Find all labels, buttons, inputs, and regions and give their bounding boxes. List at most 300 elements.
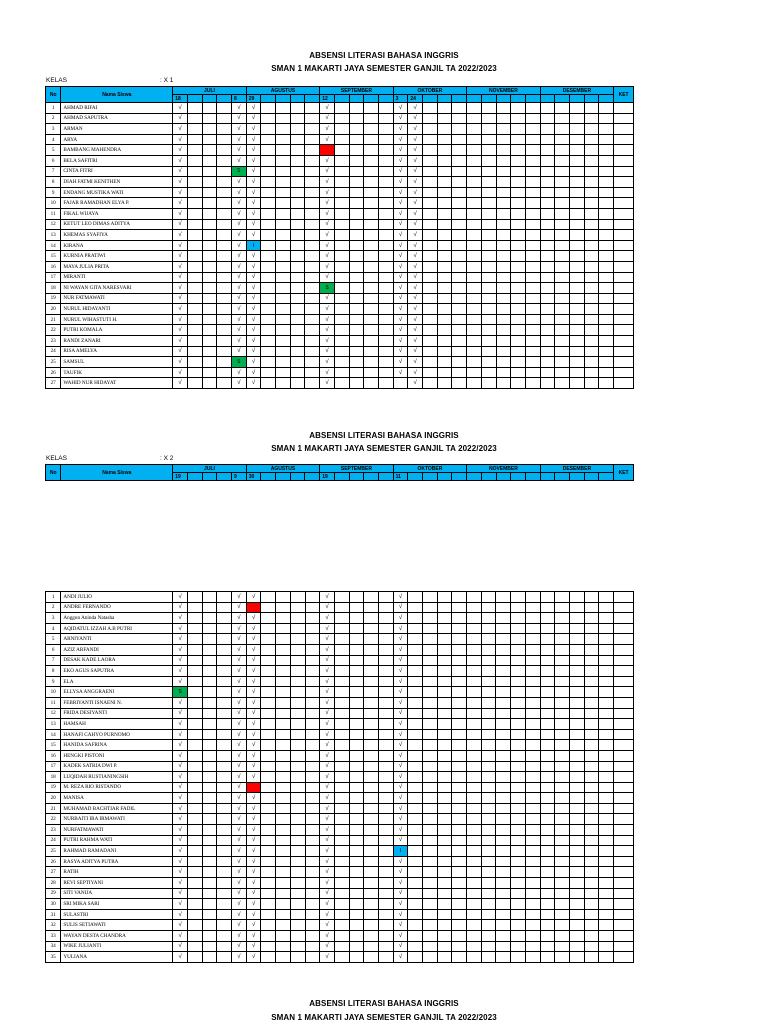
table-row — [46, 729, 634, 740]
attendance-cell — [452, 208, 467, 219]
attendance-cell-present: √ — [246, 666, 261, 677]
attendance-cell — [305, 634, 320, 645]
header-date-cell — [202, 473, 217, 481]
attendance-cell — [584, 803, 599, 814]
attendance-cell-present: √ — [231, 113, 246, 124]
ket-cell — [614, 314, 634, 325]
attendance-cell — [349, 846, 364, 857]
header-month-agustus: AGUSTUS — [246, 87, 320, 95]
attendance-cell — [378, 124, 393, 135]
attendance-cell — [378, 198, 393, 209]
attendance-cell — [452, 931, 467, 942]
attendance-cell-present: √ — [408, 357, 423, 368]
header-date-cell — [408, 473, 423, 481]
header-month-oktober: OKTOBER — [393, 87, 467, 95]
ket-cell — [613, 676, 633, 687]
attendance-cell — [525, 825, 540, 836]
attendance-cell — [467, 644, 482, 655]
attendance-cell — [437, 697, 452, 708]
attendance-cell — [540, 240, 555, 251]
attendance-cell — [261, 592, 276, 603]
attendance-cell — [202, 592, 217, 603]
attendance-cell — [378, 920, 393, 931]
attendance-cell-present: √ — [246, 856, 261, 867]
attendance-cell — [364, 272, 379, 283]
attendance-cell — [437, 931, 452, 942]
attendance-cell — [423, 740, 438, 751]
student-no: 7 — [46, 655, 61, 666]
student-name: AQIDATUL IZZAH A.B PUTRI — [61, 623, 173, 634]
attendance-cell — [599, 644, 614, 655]
attendance-cell — [525, 676, 540, 687]
attendance-cell — [540, 761, 555, 772]
attendance-cell — [496, 708, 511, 719]
student-name: ARMAN — [61, 124, 173, 135]
attendance-cell — [555, 814, 570, 825]
attendance-cell — [349, 177, 364, 188]
attendance-cell — [378, 825, 393, 836]
attendance-cell — [202, 878, 217, 889]
attendance-cell — [364, 208, 379, 219]
attendance-cell — [364, 952, 379, 963]
attendance-cell — [261, 867, 276, 878]
attendance-cell — [540, 803, 555, 814]
ket-cell — [613, 899, 633, 910]
attendance-cell-present: √ — [246, 187, 261, 198]
attendance-cell — [305, 155, 320, 166]
attendance-cell — [290, 666, 305, 677]
ket-cell — [613, 825, 633, 836]
attendance-cell — [540, 623, 555, 634]
attendance-cell — [467, 623, 482, 634]
attendance-cell — [423, 814, 438, 825]
attendance-cell — [276, 623, 291, 634]
attendance-cell — [496, 825, 511, 836]
attendance-cell — [467, 708, 482, 719]
attendance-cell — [599, 592, 614, 603]
attendance-cell — [437, 113, 452, 124]
attendance-cell-present: √ — [246, 113, 261, 124]
attendance-cell — [599, 613, 614, 624]
attendance-cell — [599, 676, 614, 687]
attendance-cell — [496, 920, 511, 931]
attendance-cell — [423, 272, 438, 283]
student-no: 15 — [46, 251, 61, 262]
attendance-cell — [408, 888, 423, 899]
attendance-cell — [334, 367, 349, 378]
attendance-cell-present: √ — [173, 888, 188, 899]
attendance-cell — [423, 909, 438, 920]
attendance-cell-present: √ — [173, 835, 188, 846]
attendance-cell — [570, 251, 585, 262]
attendance-cell — [276, 592, 291, 603]
attendance-cell-present: √ — [320, 198, 335, 209]
attendance-cell — [261, 230, 276, 241]
attendance-cell — [334, 697, 349, 708]
attendance-cell — [599, 251, 614, 262]
attendance-cell-present: √ — [231, 124, 246, 135]
attendance-cell-present: √ — [246, 314, 261, 325]
attendance-cell — [452, 134, 467, 145]
attendance-cell — [496, 134, 511, 145]
attendance-cell — [378, 878, 393, 889]
attendance-cell-present: √ — [231, 177, 246, 188]
attendance-cell — [378, 145, 393, 156]
attendance-cell — [452, 687, 467, 698]
attendance-cell — [467, 750, 482, 761]
attendance-cell — [540, 856, 555, 867]
attendance-cell — [467, 856, 482, 867]
attendance-cell-present: √ — [408, 219, 423, 230]
attendance-cell — [334, 782, 349, 793]
attendance-cell — [334, 219, 349, 230]
attendance-cell — [569, 623, 584, 634]
attendance-cell — [423, 230, 438, 241]
student-no: 29 — [46, 888, 61, 899]
header-month-agustus: AGUSTUS — [246, 465, 320, 473]
attendance-cell — [599, 283, 614, 294]
attendance-cell — [423, 761, 438, 772]
attendance-cell — [423, 378, 438, 389]
attendance-cell — [437, 613, 452, 624]
attendance-cell-present: √ — [320, 676, 335, 687]
attendance-cell — [408, 941, 423, 952]
attendance-cell — [452, 219, 467, 230]
attendance-cell — [349, 803, 364, 814]
attendance-cell — [555, 124, 570, 135]
student-name: Anggun Aninda Natasha — [61, 613, 173, 624]
attendance-cell — [202, 613, 217, 624]
attendance-cell — [217, 761, 232, 772]
attendance-cell-present: √ — [320, 878, 335, 889]
attendance-cell — [481, 920, 496, 931]
attendance-cell-present: √ — [320, 761, 335, 772]
attendance-cell — [496, 113, 511, 124]
attendance-cell — [423, 888, 438, 899]
attendance-cell — [452, 941, 467, 952]
attendance-cell — [217, 134, 232, 145]
attendance-cell — [305, 909, 320, 920]
attendance-cell — [305, 825, 320, 836]
attendance-cell — [599, 825, 614, 836]
attendance-cell — [570, 272, 585, 283]
kelas-label-2: KELAS — [46, 455, 67, 462]
attendance-cell — [467, 145, 482, 156]
attendance-cell-present: √ — [246, 103, 261, 114]
attendance-cell — [540, 145, 555, 156]
attendance-cell — [305, 283, 320, 294]
attendance-cell — [305, 856, 320, 867]
attendance-cell — [570, 177, 585, 188]
attendance-cell — [584, 952, 599, 963]
attendance-cell-present: √ — [173, 251, 188, 262]
attendance-cell — [555, 729, 570, 740]
attendance-cell — [437, 772, 452, 783]
attendance-cell — [188, 846, 203, 857]
attendance-cell — [188, 655, 203, 666]
attendance-cell — [364, 761, 379, 772]
attendance-cell — [423, 198, 438, 209]
attendance-cell — [202, 687, 217, 698]
attendance-cell — [378, 772, 393, 783]
student-name: AHMAD SAPUTRA — [61, 113, 173, 124]
attendance-cell — [599, 697, 614, 708]
attendance-cell-present: √ — [393, 293, 408, 304]
attendance-cell-present: √ — [320, 729, 335, 740]
attendance-cell — [481, 878, 496, 889]
attendance-cell-present: √ — [173, 113, 188, 124]
student-name: SITI VANIJA — [61, 888, 173, 899]
attendance-cell — [188, 952, 203, 963]
attendance-cell — [584, 187, 599, 198]
attendance-cell — [290, 867, 305, 878]
attendance-cell — [511, 177, 526, 188]
attendance-cell — [334, 909, 349, 920]
ket-cell — [613, 697, 633, 708]
attendance-cell — [467, 719, 482, 730]
attendance-cell — [437, 124, 452, 135]
attendance-cell — [305, 134, 320, 145]
attendance-cell — [467, 378, 482, 389]
attendance-cell — [452, 803, 467, 814]
attendance-cell — [290, 888, 305, 899]
attendance-cell — [202, 367, 217, 378]
attendance-cell-present: √ — [246, 750, 261, 761]
attendance-cell-present: √ — [173, 145, 188, 156]
attendance-cell — [437, 378, 452, 389]
attendance-cell — [525, 592, 540, 603]
attendance-cell — [525, 304, 540, 315]
attendance-cell — [290, 283, 305, 294]
attendance-cell-present: √ — [231, 208, 246, 219]
attendance-cell — [496, 740, 511, 751]
table-row — [46, 931, 634, 942]
attendance-cell — [334, 729, 349, 740]
attendance-cell — [452, 198, 467, 209]
attendance-cell — [334, 134, 349, 145]
attendance-cell-present: √ — [320, 357, 335, 368]
attendance-cell — [378, 113, 393, 124]
attendance-cell — [452, 240, 467, 251]
attendance-cell — [187, 346, 202, 357]
ket-cell — [613, 750, 633, 761]
attendance-cell — [525, 261, 540, 272]
attendance-cell — [334, 230, 349, 241]
attendance-cell — [511, 835, 526, 846]
attendance-cell — [599, 719, 614, 730]
attendance-cell — [261, 835, 276, 846]
attendance-cell — [452, 697, 467, 708]
attendance-cell — [511, 825, 526, 836]
attendance-cell-present: √ — [393, 113, 408, 124]
attendance-cell-present: √ — [320, 687, 335, 698]
ket-cell — [614, 367, 634, 378]
attendance-cell — [452, 814, 467, 825]
student-no: 18 — [46, 772, 61, 783]
attendance-cell — [584, 729, 599, 740]
attendance-cell — [511, 909, 526, 920]
attendance-cell — [334, 293, 349, 304]
table-row — [46, 208, 634, 219]
attendance-cell — [393, 378, 408, 389]
attendance-cell-present: √ — [393, 592, 408, 603]
attendance-cell — [599, 378, 614, 389]
attendance-cell — [202, 941, 217, 952]
attendance-cell — [423, 177, 438, 188]
attendance-cell — [334, 846, 349, 857]
attendance-cell — [570, 145, 585, 156]
attendance-cell — [276, 909, 291, 920]
student-name: NURBAITI IRA IRMAWATI — [61, 814, 173, 825]
attendance-cell — [364, 814, 379, 825]
attendance-cell — [276, 708, 291, 719]
attendance-cell — [481, 357, 496, 368]
ket-cell — [613, 708, 633, 719]
attendance-cell-present: √ — [246, 920, 261, 931]
attendance-cell — [437, 952, 452, 963]
attendance-cell — [452, 623, 467, 634]
attendance-cell — [437, 304, 452, 315]
attendance-cell — [511, 198, 526, 209]
attendance-cell-present: √ — [320, 155, 335, 166]
attendance-cell — [452, 357, 467, 368]
attendance-cell-present: √ — [246, 367, 261, 378]
ket-cell — [614, 346, 634, 357]
attendance-cell-present: √ — [246, 208, 261, 219]
attendance-cell — [423, 155, 438, 166]
student-name: HANIDA SAFRINA — [61, 740, 173, 751]
attendance-cell — [452, 878, 467, 889]
student-name: PUTRI RAHMA WATI — [61, 835, 173, 846]
attendance-cell — [496, 208, 511, 219]
table-row — [46, 166, 634, 177]
attendance-cell — [452, 676, 467, 687]
student-no: 7 — [46, 166, 61, 177]
attendance-cell — [408, 676, 423, 687]
attendance-cell — [584, 931, 599, 942]
attendance-cell — [290, 613, 305, 624]
attendance-cell — [290, 378, 305, 389]
ket-cell — [613, 719, 633, 730]
ket-cell — [613, 835, 633, 846]
attendance-cell — [467, 697, 482, 708]
attendance-cell-present: √ — [246, 772, 261, 783]
attendance-cell — [437, 314, 452, 325]
student-no: 22 — [46, 814, 61, 825]
attendance-cell — [378, 346, 393, 357]
attendance-cell — [452, 719, 467, 730]
header-date-cell — [364, 95, 379, 103]
attendance-cell — [525, 846, 540, 857]
attendance-cell — [496, 314, 511, 325]
attendance-cell — [276, 155, 291, 166]
attendance-cell — [540, 687, 555, 698]
attendance-cell-present: √ — [173, 825, 188, 836]
attendance-cell — [540, 952, 555, 963]
table-row — [46, 825, 634, 836]
ket-cell — [614, 251, 634, 262]
attendance-cell — [202, 740, 217, 751]
attendance-cell — [569, 856, 584, 867]
attendance-cell — [261, 814, 276, 825]
student-no: 8 — [46, 177, 61, 188]
attendance-cell — [378, 602, 393, 613]
attendance-cell — [569, 952, 584, 963]
attendance-cell-present: √ — [246, 230, 261, 241]
attendance-cell — [511, 888, 526, 899]
attendance-cell-present: √ — [393, 177, 408, 188]
attendance-cell — [305, 378, 320, 389]
attendance-cell — [496, 941, 511, 952]
attendance-cell-present: √ — [393, 920, 408, 931]
attendance-cell-present: √ — [320, 103, 335, 114]
attendance-cell — [378, 378, 393, 389]
attendance-cell-present: √ — [393, 230, 408, 241]
header-month-november: NOVEMBER — [467, 465, 541, 473]
ket-cell — [614, 134, 634, 145]
attendance-cell — [188, 623, 203, 634]
attendance-cell — [334, 113, 349, 124]
attendance-cell — [276, 719, 291, 730]
attendance-cell-present: √ — [246, 867, 261, 878]
attendance-cell — [481, 592, 496, 603]
attendance-cell-present: √ — [393, 697, 408, 708]
attendance-cell — [217, 750, 232, 761]
header-date-cell — [202, 95, 217, 103]
attendance-cell — [276, 793, 291, 804]
attendance-cell — [349, 623, 364, 634]
attendance-cell-present: √ — [173, 230, 188, 241]
attendance-cell — [261, 623, 276, 634]
attendance-cell — [511, 187, 526, 198]
student-name: PUTRI KOMALA — [61, 325, 173, 336]
attendance-cell — [540, 272, 555, 283]
attendance-cell — [584, 240, 599, 251]
attendance-cell-present: √ — [232, 719, 247, 730]
attendance-cell — [437, 367, 452, 378]
attendance-cell — [334, 941, 349, 952]
attendance-cell — [261, 793, 276, 804]
attendance-cell — [555, 750, 570, 761]
attendance-cell — [305, 272, 320, 283]
attendance-cell — [378, 666, 393, 677]
attendance-cell — [187, 103, 202, 114]
attendance-cell — [570, 314, 585, 325]
attendance-cell — [349, 729, 364, 740]
header-date-cell — [511, 473, 526, 481]
attendance-cell — [569, 941, 584, 952]
student-name: NURFATMAWATI — [61, 825, 173, 836]
attendance-cell — [570, 378, 585, 389]
attendance-cell — [276, 304, 291, 315]
attendance-cell — [525, 931, 540, 942]
attendance-cell — [599, 304, 614, 315]
attendance-cell — [202, 378, 217, 389]
header-date-cell: 30 — [246, 473, 261, 481]
attendance-cell — [305, 113, 320, 124]
attendance-cell — [187, 124, 202, 135]
attendance-cell — [555, 909, 570, 920]
attendance-cell — [525, 166, 540, 177]
attendance-cell — [378, 134, 393, 145]
attendance-cell — [599, 336, 614, 347]
attendance-cell — [481, 124, 496, 135]
attendance-cell-present: √ — [173, 931, 188, 942]
attendance-cell-present: √ — [320, 931, 335, 942]
attendance-cell-present: √ — [408, 113, 423, 124]
attendance-cell — [452, 644, 467, 655]
attendance-cell — [481, 283, 496, 294]
